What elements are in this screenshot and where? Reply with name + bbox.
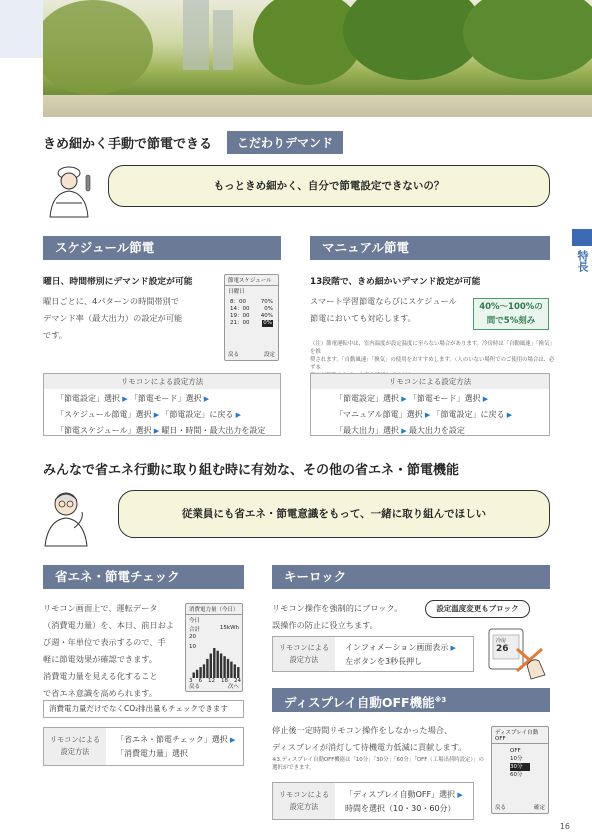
arrow-right-icon: ▶ — [399, 395, 409, 403]
check-remote-steps: リモコンによる 設定方法 「省エネ・節電チェック」選択 ▶ 「消費電力量」選択 — [43, 727, 244, 766]
arrow-right-icon: ▶ — [151, 427, 162, 435]
corner-block — [0, 0, 43, 58]
other-heading: みんなで省エネ行動に取り組む時に有効な、その他の省エネ・節電機能 — [43, 463, 460, 478]
display-option: 30分 — [510, 763, 530, 771]
keylock-remote-illustration: 冷房 26 — [487, 625, 549, 683]
side-label: 特長 — [576, 250, 589, 272]
demand-tag: こだわりデマンド — [227, 131, 343, 154]
check-title-bar: 省エネ・節電チェック — [43, 565, 244, 589]
manual-remote-steps: リモコンによる設定方法 「節電設定」選択 ▶ 「節電モード」選択 ▶ 「マニュアル節電」選択 ▶ 「節電設定」に戻る ▶ 「最大出力」選択 ▶ 最大出力を設定 — [310, 373, 550, 436]
check-body: リモコン画面上で、運転データ （消費電力量）を、本日、前日およ び週・年単位で表示するので、手 軽に節電効果が確認できます。 消費電力量を見える化すること で省エネ意識を高められます。 — [43, 603, 175, 698]
manual-title-bar: マニュアル節電 — [310, 236, 550, 260]
co2-note: 消費電力量だけでなくCO₂排出量もチェックできます — [43, 700, 244, 718]
consumption-bar — [227, 659, 229, 678]
consumption-bar — [213, 648, 215, 678]
consumption-bar — [206, 659, 208, 678]
arrow-right-icon: ▶ — [151, 411, 162, 419]
arrow-right-icon: ▶ — [227, 736, 236, 744]
display-body: 停止後一定時間リモコン操作をしなかった場合、 ディスプレイが消灯して待機電力低減に貢献します。 — [272, 725, 467, 752]
hero-photo — [43, 0, 592, 117]
consumption-bar — [217, 651, 219, 678]
arrow-right-icon: ▶ — [455, 791, 463, 799]
manual-step-badge: 40%〜100%の 間で5%刻み — [473, 298, 549, 330]
side-tab-marker — [572, 229, 592, 246]
consumption-bar-chart — [192, 646, 240, 678]
demand-question-bubble: もっときめ細かく、自分で節電設定できないの？ — [108, 165, 550, 207]
chef-person-icon — [42, 157, 102, 219]
consumption-bar — [237, 667, 239, 678]
display-option: 60分 — [510, 772, 523, 778]
manual-note: （注）節電運転中は、室内温度が設定温度に至らない場合があります。冷房時は「自動風速」「換気」を推 奨されます。「自動風速」「換気」の使用をおすすめします。（人のいない場所でのご使用の場合は、必ず本 — [310, 341, 555, 371]
display-option: OFF — [510, 748, 521, 754]
consumption-bar — [199, 667, 201, 678]
check-remote-screen: 消費電力量（今日） 今日 合計 15kWh 20 10 3 6 12 18 24 戻る 次へ — [185, 603, 243, 692]
consumption-bar — [234, 664, 236, 678]
schedule-remote-screen: 節電スケジュール 日曜日 8：00 70% 14：00 0% 19：00 40% 21：00 0% 戻る 設定 — [224, 274, 279, 361]
schedule-remote-steps: リモコンによる設定方法 「節電設定」選択 ▶ 「節電モード」選択 ▶ 「スケジュール節電」選択 ▶ 「節電設定」に戻る ▶ 「節電スケジュール」選択 ▶ 曜日・時間・最大出力を設定 — [43, 373, 281, 436]
consumption-bar — [223, 656, 225, 678]
schedule-title-bar: スケジュール節電 — [43, 236, 281, 260]
keylock-remote-steps: リモコンによる 設定方法 インフォメーション画面表示 ▶ 左ボタンを3秒長押し — [272, 636, 474, 672]
arrow-right-icon: ▶ — [422, 411, 433, 419]
consumption-bar — [203, 664, 205, 678]
display-option: 10分 — [510, 756, 523, 762]
keylock-title-bar: キーロック — [272, 565, 550, 589]
display-remote-screen: ディスプレイ自動OFF OFF 10分 30分 60分 戻る 確定 — [491, 726, 549, 814]
display-remote-steps: リモコンによる 設定方法 「ディスプレイ自動OFF」選択 ▶ 時間を選択（10・30・60分） — [272, 782, 474, 820]
schedule-body: 曜日ごとに、4パターンの時間帯別で デマンド率（最大出力）の設定が可能 です。 — [43, 296, 183, 340]
thinking-person-icon — [40, 484, 102, 548]
consumption-bar — [220, 654, 222, 679]
display-title-bar: ディスプレイ自動OFF機能$^{※3}$ — [272, 688, 550, 712]
arrow-right-icon: ▶ — [120, 395, 130, 403]
arrow-right-icon: ▶ — [448, 644, 456, 652]
manual-body: スマート学習節電ならびにスケジュール 節電においても対応します。 — [310, 296, 457, 323]
page-number: 16 — [559, 822, 570, 831]
staff-bubble: 従業員にも省エネ・節電意識をもって、一緒に取り組んでほしい — [118, 490, 550, 538]
consumption-bar — [196, 670, 198, 678]
keylock-body: リモコン操作を強制的にブロック。 誤操作の防止に役立ちます。 — [272, 603, 403, 630]
demand-heading: きめ細かく手動で節電できる — [43, 137, 213, 152]
schedule-lead: 曜日、時間帯別にデマンド設定が可能 — [43, 277, 193, 287]
consumption-bar — [230, 662, 232, 678]
consumption-bar — [210, 654, 212, 679]
display-note: ※3.ディスプレイ自動OFF機能は「10分」「30分」「60分」「OFF（工場出荷時設定）」の 選択ができます。 — [272, 757, 484, 771]
arrow-right-icon: ▶ — [399, 427, 409, 435]
keylock-callout: 設定温度変更もブロック — [425, 600, 530, 618]
manual-lead: 13段階で、きめ細かいデマンド設定が可能 — [310, 277, 481, 287]
